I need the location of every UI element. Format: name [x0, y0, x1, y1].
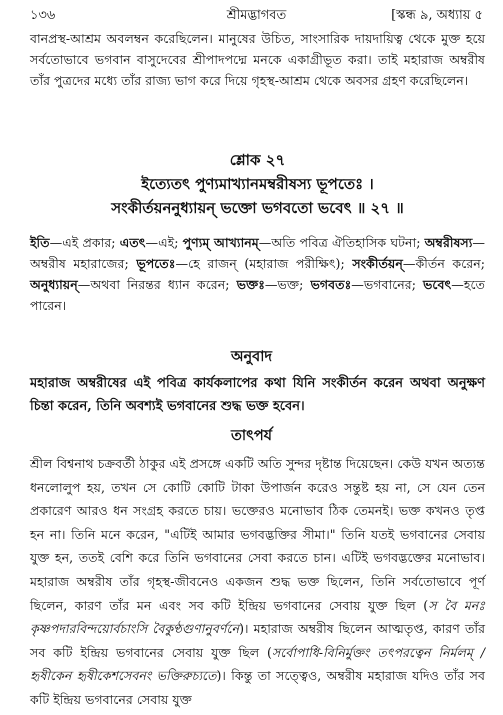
book-title: শ্রীমদ্ভাগবত: [226, 8, 287, 23]
purport-text: [30, 452, 485, 712]
purport-heading: তাৎপর্য: [230, 427, 273, 444]
verse-line-2: সংকীর্তয়ননুধ্যায়ন্ ভক্তো ভগবতো ভবেৎ ॥ ২৭ ॥: [111, 199, 404, 217]
purport-part-1: শ্রীল বিশ্বনাথ চক্রবর্তী ঠাকুর এই প্রসঙ্গে একটি অতি সুন্দর দৃষ্টান্ত দিয়েছেন। কেউ যখন অত্যন্ত ধনলোলুপ হয়, তখন সে কোটি কোটি টাকা উপার্জন করেও সন্তুষ্ট হয় না, সে যেন তেন প্রকারেণ আরও ধন সংগ্রহ করতে চায়। ভক্তেরও মনোভাব ঠিক তেমনই। ভক্ত কখনও তৃপ্ত হন না। তিনি মনে করেন, "এটিই আমার ভগবদ্ভক্তির সীমা।" তিনি যতই ভগবানের সেবায় যুক্ত হন, ততই বেশি করে তিনি ভগবানের সেবা করতে চান। এটিই ভগবদ্ভক্তের মনোভাব। মহারাজ অম্বরীষ তাঁর গৃহস্থ-জীবনেও একজন শুদ্ধ ভক্ত ছিলেন, তিনি সর্বতোভাবে পূর্ণ ছিলেন, কারণ তাঁর মন এবং সব কটি ইন্দ্রিয় ভগবানের সেবায় যুক্ত ছিল (: [30, 456, 485, 613]
purport-quote-2: সর্বোপাধি-বিনির্মুক্তং তৎপরত্বেন নির্মলম্ / হৃষীকেন হৃষীকেশসেবনং ভক্তিরুচ্যতে: [30, 644, 486, 684]
translation-heading: অনুবাদ: [230, 348, 273, 365]
synonym-word: ভবেৎ: [423, 277, 452, 292]
synonym-word: অম্বরীষস্য: [424, 235, 473, 250]
synonym-meaning: হে রাজন্ (মহারাজ পরীক্ষিৎ);: [188, 256, 353, 271]
synonym-meaning: ভগবানের;: [363, 277, 424, 292]
synonym-word: ভগবতঃ: [310, 277, 352, 292]
intro-paragraph: বানপ্রস্থ-আশ্রম অবলম্বন করেছিলেন। মানুষের উচিত, সাংসারিক দায়দায়িত্ব থেকে মুক্ত হয়ে সর্বতোভাবে ভগবান বাসুদেবের শ্রীপাদপদ্মে মনকে একাগ্রীভূত করা। তাই মহারাজ অম্বরীষ তাঁর পুত্রদের মধ্যে তাঁর রাজ্য ভাগ করে দিয়ে গৃহস্থ-আশ্রম থেকে অবসর গ্রহণ করেছিলেন।: [30, 31, 485, 88]
synonym-meaning: অতি পবিত্র ঐতিহাসিক ঘটনা;: [271, 235, 425, 250]
synonym-meaning: অথবা নিরন্তর ধ্যান করেন;: [90, 277, 237, 292]
synonym-meaning: এই প্রকার;: [62, 235, 120, 250]
synonym-word: ভক্তঃ: [236, 277, 265, 292]
page-number: ১৩৬: [30, 8, 56, 23]
chapter-reference: [স্কন্ধ ৯, অধ্যায় ৫: [391, 8, 483, 23]
synonym-meaning: কীর্তন করেন;: [415, 256, 485, 271]
synonym-word: পুণ্যম্ আখ্যানম্: [182, 235, 259, 250]
synonym-word: সংকীর্তয়ন্: [352, 256, 403, 271]
synonyms: ইতি—এই প্রকার; এতৎ—এই; পুণ্যম্ আখ্যানম্—অতি পবিত্র ঐতিহাসিক ঘটনা; অম্বরীষস্য—অম্বরীষ মহারাজের; ভূপতেঃ—হে রাজন্ (মহারাজ পরীক্ষিৎ); সংকীর্তয়ন্—কীর্তন করেন; অনুধ্যায়ন্—অথবা নিরন্তর ধ্যান করেন; ভক্তঃ—ভক্ত; ভগবতঃ—ভগবানের; ভবেৎ—হতে পারেন।: [30, 235, 485, 313]
purport-part-3: )। কিন্তু তা সত্ত্বেও, অম্বরীষ মহারাজ যদিও তাঁর সব কটি ইন্দ্রিয় ভগবানের সেবায় যুক্ত: [30, 668, 485, 707]
synonym-word: এতৎ: [119, 235, 146, 250]
verse-text: [30, 172, 485, 220]
purport-part-2: )। মহারাজ অম্বরীষ ছিলেন আত্মতৃপ্ত, কারণ তাঁর সব কটি ইন্দ্রিয় ভগবানের সেবায় যুক্ত ছিল (: [30, 621, 486, 660]
synonym-word: অনুধ্যায়ন্: [30, 277, 78, 292]
purport-quote-1: স বৈ মনঃ কৃষ্ণপদারবিন্দয়োর্বচাংসি বৈকুণ্ঠগুণানুবর্ণনে: [30, 597, 485, 637]
synonym-meaning: হতে পারেন।: [30, 277, 485, 313]
synonym-meaning: অম্বরীষ মহারাজের;: [30, 256, 137, 271]
translation-text: মহারাজ অম্বরীষের এই পবিত্র কার্যকলাপের কথা যিনি সংকীর্তন করেন অথবা অনুক্ষণ চিন্তা করেন, তিনি অবশ্যই ভগবানের শুদ্ধ ভক্ত হবেন।: [30, 376, 485, 414]
page-header: [30, 6, 483, 26]
synonym-word: ইতি: [30, 235, 50, 250]
verse-title: শ্লোক ২৭: [229, 151, 286, 169]
synonym-meaning: ভক্ত;: [277, 277, 311, 292]
synonym-meaning: এই;: [158, 235, 183, 250]
verse-line-1: ইত্যেতৎ পুণ্যমাখ্যানমম্বরীষস্য ভূপতেঃ ।: [141, 175, 374, 193]
synonym-word: ভূপতেঃ: [136, 256, 176, 271]
